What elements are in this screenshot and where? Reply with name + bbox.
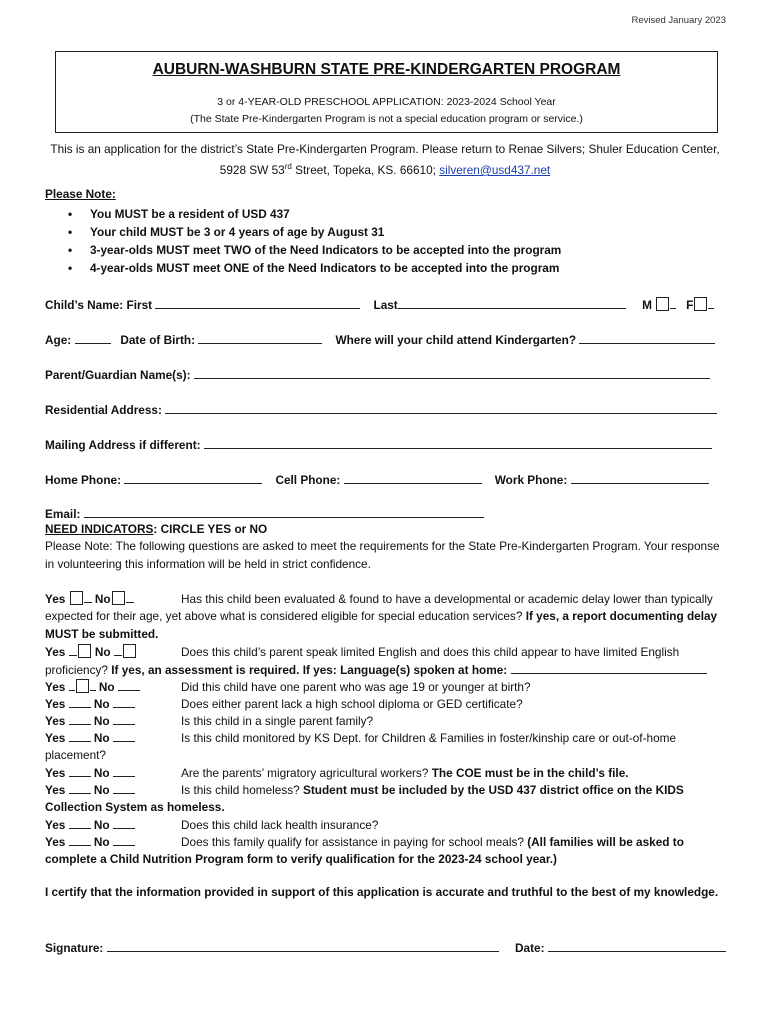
need-question-1: Yes No Has this child been evaluated & found to have a developmental or academic delay lower than typically expected for their age, yet above what is considered eligible for special education services? If yes, a report documenting delay MUST be submitted. bbox=[45, 592, 718, 641]
yes-checkbox[interactable] bbox=[70, 591, 83, 605]
language-field[interactable] bbox=[511, 661, 707, 674]
yes-blank[interactable] bbox=[69, 833, 91, 846]
child-last-name-field[interactable] bbox=[398, 296, 626, 309]
need-indicators-heading: NEED INDICATORS: CIRCLE YES or NO bbox=[45, 522, 268, 536]
female-checkbox[interactable] bbox=[694, 297, 707, 311]
intro-text: This is an application for the district’s State Pre-Kindergarten Program. Please return to Renae Silvers; Shuler Education Center, 5928 SW 53rd Street, Topeka, KS. 66610; silveren@usd437.net bbox=[50, 142, 720, 177]
no-blank[interactable] bbox=[113, 781, 135, 794]
yes-blank[interactable] bbox=[69, 781, 91, 794]
no-blank[interactable] bbox=[113, 712, 135, 725]
parent-row: Parent/Guardian Name(s): bbox=[45, 366, 710, 382]
please-note-heading: Please Note: bbox=[45, 187, 116, 201]
need-question-9: Yes No Does this child lack health insurance? bbox=[45, 818, 379, 832]
page-subtitle: 3 or 4-YEAR-OLD PRESCHOOL APPLICATION: 2023-2024 School Year bbox=[217, 96, 556, 108]
bullet-item: • Your child MUST be 3 or 4 years of age by August 31 bbox=[68, 225, 385, 239]
yes-checkbox[interactable] bbox=[78, 644, 91, 658]
need-question-6: Yes No Is this child monitored by KS Dept. for Children & Families in foster/kinship care or out-of-home placement? bbox=[45, 731, 677, 763]
child-name-row: Child’s Name: First Last M F bbox=[45, 296, 714, 312]
residential-address-field[interactable] bbox=[165, 401, 717, 414]
phone-row: Home Phone: Cell Phone: Work Phone: bbox=[45, 471, 709, 487]
kindergarten-field[interactable] bbox=[579, 331, 715, 344]
email-field[interactable] bbox=[84, 505, 484, 518]
residential-row: Residential Address: bbox=[45, 401, 717, 417]
no-blank[interactable] bbox=[113, 764, 135, 777]
child-first-name-field[interactable] bbox=[155, 296, 360, 309]
yes-blank[interactable] bbox=[69, 816, 91, 829]
age-field[interactable] bbox=[75, 331, 111, 344]
no-blank[interactable] bbox=[113, 695, 135, 708]
age-row: Age: Date of Birth: Where will your child attend Kindergarten? bbox=[45, 331, 715, 347]
need-note: Please Note: The following questions are asked to meet the requirements for the State Pre-Kindergarten Program. Your response in volunteering this information will be held in strict confidence. bbox=[45, 539, 720, 571]
male-checkbox[interactable] bbox=[656, 297, 669, 311]
email-row: Email: bbox=[45, 505, 484, 521]
bullet-item: • 3-year-olds MUST meet TWO of the Need Indicators to be accepted into the program bbox=[68, 243, 562, 257]
yes-blank[interactable] bbox=[69, 695, 91, 708]
mailing-row: Mailing Address if different: bbox=[45, 436, 712, 452]
no-blank[interactable] bbox=[113, 816, 135, 829]
bullet-item: • 4-year-olds MUST meet ONE of the Need Indicators to be accepted into the program bbox=[68, 261, 560, 275]
bullet-item: • You MUST be a resident of USD 437 bbox=[68, 207, 290, 221]
cell-phone-field[interactable] bbox=[344, 471, 482, 484]
mailing-address-field[interactable] bbox=[204, 436, 712, 449]
header-box bbox=[55, 51, 718, 133]
dob-field[interactable] bbox=[198, 331, 322, 344]
revised-date: Revised January 2023 bbox=[631, 15, 726, 26]
no-blank[interactable] bbox=[113, 833, 135, 846]
yes-checkbox[interactable] bbox=[76, 679, 89, 693]
parent-name-field[interactable] bbox=[194, 366, 710, 379]
no-checkbox[interactable] bbox=[112, 591, 125, 605]
need-question-4: Yes No Does either parent lack a high school diploma or GED certificate? bbox=[45, 697, 523, 711]
program-note: (The State Pre-Kindergarten Program is not a special education program or service.) bbox=[190, 113, 583, 125]
need-question-2: Yes No Does this child’s parent speak limited English and does this child appear to have limited English proficiency? If yes, an assessment is required. If yes: Language(s) spoken at home: bbox=[45, 643, 725, 680]
signature-row: Signature: Date: bbox=[45, 939, 726, 955]
no-blank[interactable] bbox=[118, 678, 140, 691]
need-question-8: Yes No Is this child homeless? Student must be included by the USD 437 district office on the KIDS Collection System as homeless. bbox=[45, 783, 684, 815]
need-question-10: Yes No Does this family qualify for assistance in paying for school meals? (All families will be asked to complete a Child Nutrition Program form to verify qualification for the 2023-24 school year.) bbox=[45, 835, 684, 867]
certification-text: I certify that the information provided in support of this application is accurate and truthful to the best of my knowledge. bbox=[45, 885, 719, 899]
yes-blank[interactable] bbox=[69, 764, 91, 777]
home-phone-field[interactable] bbox=[124, 471, 262, 484]
yes-blank[interactable] bbox=[69, 712, 91, 725]
work-phone-field[interactable] bbox=[571, 471, 709, 484]
date-field[interactable] bbox=[548, 939, 726, 952]
page-title: AUBURN-WASHBURN STATE PRE-KINDERGARTEN PROGRAM bbox=[152, 61, 621, 78]
need-question-5: Yes No Is this child in a single parent family? bbox=[45, 714, 374, 728]
no-checkbox[interactable] bbox=[123, 644, 136, 658]
yes-blank[interactable] bbox=[69, 729, 91, 742]
contact-email-link[interactable]: silveren@usd437.net bbox=[439, 162, 551, 177]
no-blank[interactable] bbox=[113, 729, 135, 742]
need-question-3: Yes No Did this child have one parent who was age 19 or younger at birth? bbox=[45, 680, 531, 694]
need-question-7: Yes No Are the parents’ migratory agricultural workers? The COE must be in the child’s file. bbox=[45, 766, 629, 780]
signature-field[interactable] bbox=[107, 939, 499, 952]
